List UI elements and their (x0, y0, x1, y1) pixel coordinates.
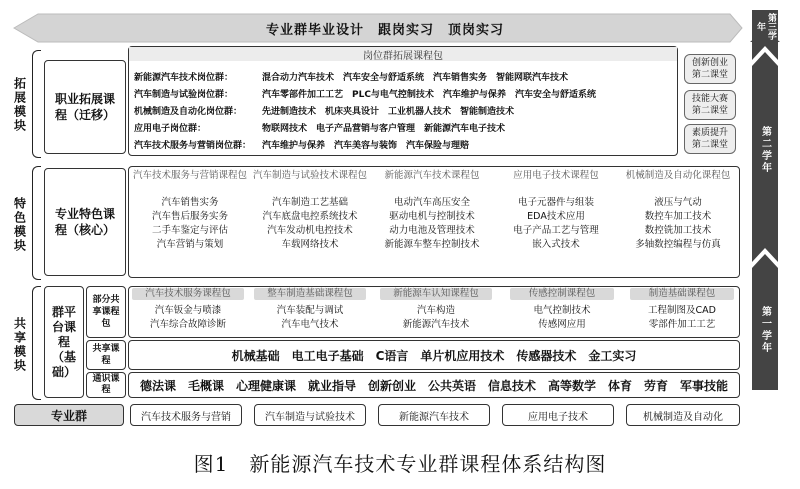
year-label-third: 第三学年 (755, 12, 776, 40)
course-item: 汽车发动机电控技术 (267, 225, 353, 236)
section-label-feature: 特色模块 (12, 197, 27, 253)
expand-row-right: 先进制造技术 机床夹具设计 工业机器人技术 智能制造技术 (262, 107, 515, 117)
partial-package-2 (380, 288, 492, 332)
course-item: 嵌入式技术 (532, 239, 580, 250)
expand-package-title: 岗位群拓展课程包 (129, 47, 677, 61)
course-item: 电动汽车高压安全 (393, 197, 470, 208)
year-label-first: 第一学年 (759, 306, 771, 354)
partial-package-4 (630, 288, 734, 332)
package-title: 整车制造基础课程包 (254, 288, 366, 300)
course-item: 二手车鉴定与评估 (151, 225, 228, 236)
brace-feature (32, 166, 41, 280)
feature-course-label: 专业特色课程（核心） (44, 168, 126, 276)
major-box: 机械制造及自动化 (626, 404, 740, 426)
package-title: 新能源车认知课程包 (380, 288, 492, 300)
course-item: 液压与气动 (654, 197, 702, 208)
major-box: 新能源汽车技术 (378, 404, 490, 426)
brace-expand (32, 50, 41, 158)
course-item: 汽车售后服务实务 (151, 211, 228, 222)
course-item: 传感网应用 (538, 319, 586, 330)
course-item: 电气控制技术 (533, 305, 591, 316)
major-box: 应用电子技术 (502, 404, 614, 426)
expand-row-left: 汽车技术服务与营销岗位群： (134, 141, 252, 151)
partial-package-1 (254, 288, 366, 332)
course-item: 动力电池及管理技术 (389, 225, 475, 236)
course-item: 数控车加工技术 (644, 211, 712, 222)
course-item: EDA技术应用 (527, 211, 585, 222)
year-label-second: 第二学年 (759, 126, 771, 174)
package-title: 应用电子技术课程包 (513, 170, 599, 181)
shared-courses-row: 机械基础 电工电子基础 C语言 单片机应用技术 传感器技术 金工实习 (128, 340, 740, 370)
major-box: 汽车技术服务与营销 (130, 404, 242, 426)
package-title: 汽车技术服务课程包 (132, 288, 244, 300)
section-label-expand: 拓展模块 (12, 77, 27, 133)
major-box: 汽车制造与试验技术 (254, 404, 366, 426)
course-item: 多轴数控编程与仿真 (635, 239, 721, 250)
expand-row-left: 新能源汽车技术岗位群： (134, 73, 234, 83)
expand-row-left: 汽车制造与试验岗位群： (134, 90, 234, 100)
brace-shared (32, 286, 41, 400)
partial-package-0 (132, 288, 244, 332)
course-item: 汽车营销与策划 (156, 239, 224, 250)
expand-row-right: 物联网技术 电子产品营销与客户管理 新能源汽车电子技术 (262, 124, 506, 134)
figure-caption: 图1 新能源汽车技术专业群课程体系结构图 (193, 451, 607, 476)
side-box-innovation: 创新创业第二课堂 (684, 54, 736, 84)
feature-package-1 (250, 170, 370, 252)
feature-package-4 (618, 170, 738, 252)
course-item: 电子元器件与组装 (517, 197, 594, 208)
package-title: 汽车技术服务与营销课程包 (132, 170, 247, 181)
package-title: 机械制造及自动化课程包 (625, 170, 731, 181)
course-item: 汽车构造 (416, 305, 455, 316)
course-item: 汽车综合故障诊断 (149, 319, 226, 330)
course-item: 汽车装配与调试 (276, 305, 344, 316)
package-title: 制造基础课程包 (630, 288, 734, 300)
course-item: 工程制图及CAD (648, 305, 716, 316)
course-item: 汽车电气技术 (281, 319, 339, 330)
package-title: 传感控制课程包 (510, 288, 614, 300)
course-item: 车载网络技术 (281, 239, 339, 250)
expand-row-right: 汽车维护与保养 汽车美容与装饰 汽车保险与理赔 (262, 141, 470, 151)
course-item: 新能源汽车技术 (402, 319, 470, 330)
section-label-shared: 共享模块 (12, 317, 27, 373)
general-courses-row: 德法课 毛概课 心理健康课 就业指导 创新创业 公共英语 信息技术 高等数学 体育 劳育 军事技能 (128, 372, 740, 398)
course-item: 汽车底盘电控系统技术 (262, 211, 358, 222)
course-item: 零部件加工工艺 (648, 319, 716, 330)
course-item: 汽车制造工艺基础 (271, 197, 348, 208)
expand-row-left: 机械制造及自动化岗位群： (134, 107, 243, 117)
course-item: 汽车钣金与喷漆 (154, 305, 222, 316)
course-item: 驱动电机与控制技术 (389, 211, 475, 222)
expand-course-label: 职业拓展课程（迁移） (44, 60, 126, 154)
major-group-label: 专业群 (14, 404, 124, 426)
general-course-label: 通识课程 (86, 372, 126, 398)
platform-course-label: 群平台课程（基础） (44, 286, 84, 398)
course-item: 电子产品工艺与管理 (513, 225, 599, 236)
partial-package-3 (510, 288, 614, 332)
package-title: 汽车制造与试验技术课程包 (252, 170, 367, 181)
package-title: 新能源汽车技术课程包 (384, 170, 480, 181)
course-item: 新能源车整车控制技术 (384, 239, 480, 250)
feature-package-2 (372, 170, 492, 252)
feature-package-3 (496, 170, 616, 252)
side-box-skills: 技能大赛第二课堂 (684, 90, 736, 120)
partial-shared-label: 部分共享课程包 (86, 286, 126, 338)
course-item: 汽车销售实务 (161, 197, 219, 208)
course-item: 数控铣加工技术 (644, 225, 712, 236)
feature-package-0 (130, 170, 250, 252)
expand-row-left: 应用电子岗位群： (134, 124, 207, 134)
top-banner-text: 专业群毕业设计 跟岗实习 顶岗实习 (265, 22, 504, 38)
expand-row-right: 汽车零部件加工工艺 PLC与电气控制技术 汽车维护与保养 汽车安全与舒适系统 (262, 90, 596, 100)
expand-row-right: 混合动力汽车技术 汽车安全与舒适系统 汽车销售实务 智能网联汽车技术 (262, 73, 569, 83)
shared-course-label: 共享课程 (86, 340, 126, 370)
side-box-quality: 素质提升第二课堂 (684, 124, 736, 154)
